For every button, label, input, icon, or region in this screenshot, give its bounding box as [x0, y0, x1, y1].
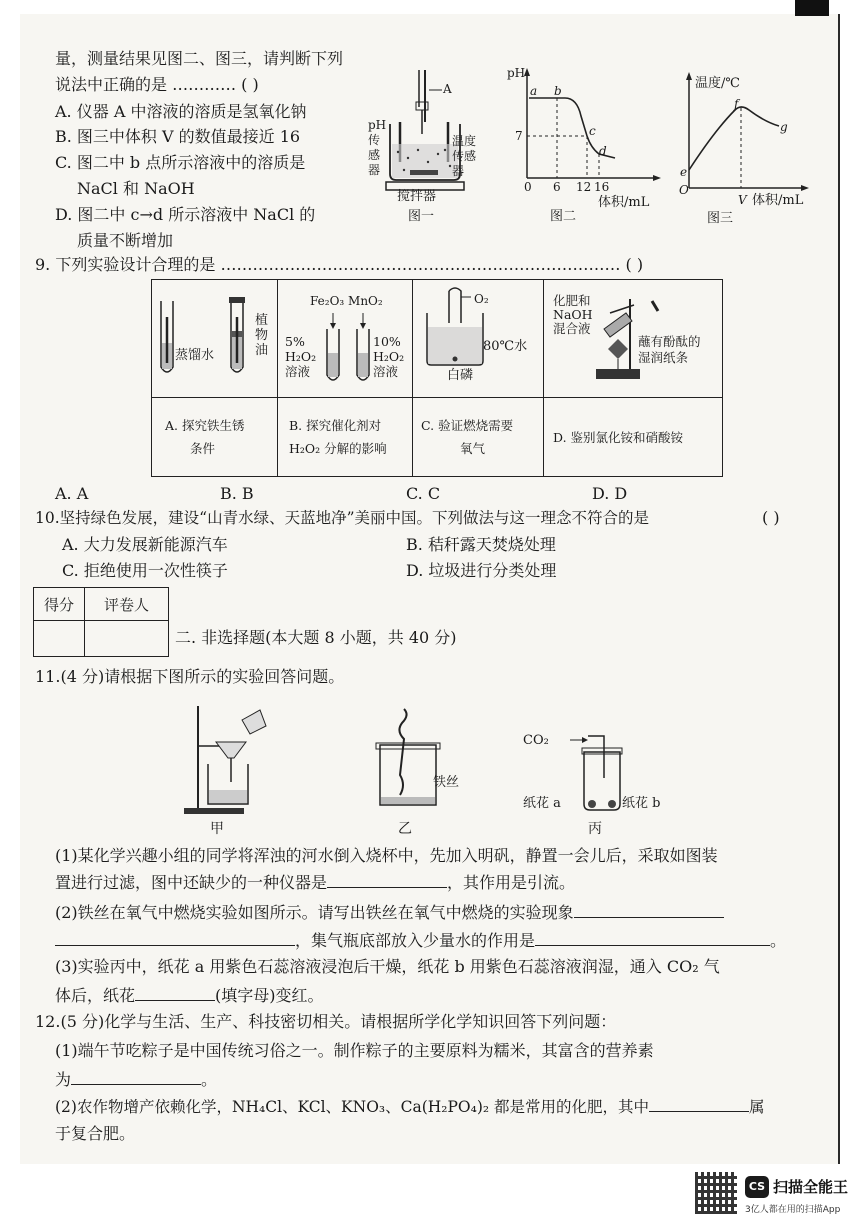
q11-answer-1[interactable] — [327, 871, 447, 888]
q8-line2: 说法中正确的是 ………… ( ) — [55, 75, 259, 94]
fig1-stirrer: 搅拌器 — [397, 189, 437, 204]
fig2-xlabel: 体积/mL — [598, 195, 650, 210]
q11-p3-line1: (3)实验丙中，纸花 a 用紫色石蕊溶液浸泡后干燥，纸花 b 用紫色石蕊溶液润湿，通入 CO₂ 气 — [55, 957, 720, 976]
q9-a-caption2: 条件 — [190, 441, 216, 456]
fig2-xtick-6: 6 — [553, 180, 561, 194]
q8-option-b: B. 图三中体积 V 的数值最接近 16 — [55, 127, 301, 146]
q9-d-mixture: 化肥和 NaOH 混合液 — [553, 293, 593, 336]
q9-a-oil: 植 物 油 — [255, 313, 269, 358]
fig3-caption: 图三 — [707, 211, 734, 226]
q10-option-a: A. 大力发展新能源汽车 — [62, 535, 228, 554]
scanner-brand: 扫描全能王 — [773, 1178, 849, 1196]
q9-b-left: 5% H₂O₂ 溶液 — [285, 334, 317, 379]
q11-co2-label: CO₂ — [523, 733, 549, 748]
q11-answer-3[interactable] — [135, 984, 215, 1001]
fig3-ylabel: 温度/℃ — [695, 76, 740, 91]
fig3-v: V — [738, 193, 747, 207]
q10-option-d: D. 垃圾进行分类处理 — [406, 561, 557, 580]
grader-label: 评卷人 — [85, 588, 169, 621]
q12-p2-line2: 于复合肥。 — [55, 1124, 136, 1143]
q11-p3-line2: 体后，纸花 (填字母)变红。 — [55, 986, 324, 1005]
q9-d-paper: 蘸有酚酞的 湿润纸条 — [638, 334, 701, 365]
q10-option-b: B. 秸秆露天焚烧处理 — [406, 535, 556, 554]
q11-answer-2c[interactable] — [535, 929, 770, 946]
fig2-xtick-0: 0 — [524, 180, 532, 194]
fig3-point-f: f — [734, 97, 739, 111]
q9-c-caption2: 氧气 — [460, 441, 486, 456]
q12-answer-1[interactable] — [71, 1068, 201, 1085]
scanner-tagline: 3亿人都在用的扫描App — [745, 1205, 841, 1215]
fig2-ylabel: pH — [507, 66, 526, 80]
q8-option-c1: C. 图二中 b 点所示溶液中的溶质是 — [55, 153, 306, 172]
score-box — [33, 587, 169, 657]
q9-c-o2: O₂ — [474, 292, 489, 306]
fig2-point-a: a — [530, 84, 538, 98]
q11-flower-a: 纸花 a — [523, 796, 561, 811]
q8-option-d2: 质量不断增加 — [77, 231, 174, 250]
q11-stem: 11.(4 分)请根据下图所示的实验回答问题。 — [35, 667, 345, 686]
q11-answer-2a[interactable] — [574, 901, 724, 918]
q10-stem: 10.坚持绿色发展，建设“山青水绿、天蓝地净”美丽中国。下列做法与这一理念不符合的是 — [35, 509, 650, 527]
fig1-caption: 图一 — [408, 209, 435, 224]
fig3-xlabel: 体积/mL — [752, 193, 804, 208]
q11-filtration-setup — [180, 700, 270, 818]
fig2-caption: 图二 — [550, 209, 577, 224]
q9-c-water: 80℃水 — [483, 339, 528, 354]
q11-p2-line1: (2)铁丝在氧气中燃烧实验如图所示。请写出铁丝在氧气中燃烧的实验现象 — [55, 901, 724, 924]
q9-answer-c: C. C — [406, 484, 441, 503]
fig1-label-a: A — [443, 82, 452, 96]
q11-answer-2b[interactable] — [55, 929, 295, 946]
q8-option-c2: NaCl 和 NaOH — [77, 179, 195, 198]
fig3-origin: O — [679, 183, 689, 197]
q11-p2-line2: ，集气瓶底部放入少量水的作用是 。 — [55, 929, 786, 952]
fig3-point-g: g — [780, 120, 788, 134]
q11-iron-burning-setup — [370, 705, 445, 815]
q8-option-a: A. 仪器 A 中溶液的溶质是氢氧化钠 — [55, 102, 307, 121]
fig2-point-d: d — [599, 144, 607, 158]
camscanner-logo-icon: CS — [745, 1176, 769, 1198]
score-label: 得分 — [34, 588, 85, 621]
q10-paren: ( ) — [762, 508, 780, 527]
q9-b-right: 10% H₂O₂ 溶液 — [373, 334, 405, 379]
q11-p1-line2: 置进行过滤，图中还缺少的一种仪器是 ，其作用是引流。 — [55, 873, 576, 892]
q11-fig-bing: 丙 — [588, 821, 602, 837]
grader-input[interactable] — [85, 621, 169, 657]
q9-a-water: 蒸馏水 — [175, 348, 215, 363]
fig1-ph-sensor: pH 传 感 器 — [368, 118, 387, 177]
section2-title: 二. 非选择题(本大题 8 小题，共 40 分) — [175, 628, 457, 647]
q12-stem: 12.(5 分)化学与生活、生产、科技密切相关。请根据所学化学知识回答下列问题： — [35, 1012, 617, 1031]
q12-p1-line1: (1)端午节吃粽子是中国传统习俗之一。制作粽子的主要原料为糯米，其富含的营养素 — [55, 1041, 654, 1060]
q8-option-d1: D. 图二中 c→d 所示溶液中 NaCl 的 — [55, 205, 316, 224]
fig2-y7: 7 — [515, 129, 523, 143]
q9-b-caption2: H₂O₂ 分解的影响 — [289, 441, 387, 456]
fig2-xtick-12: 12 — [576, 180, 592, 194]
q11-iron-wire: 铁丝 — [433, 775, 460, 790]
fig2-point-c: c — [589, 124, 596, 138]
q12-p2-line1: (2)农作物增产依赖化学，NH₄Cl、KCl、KNO₃、Ca(H₂PO₄)₂ 都是常用的化肥，其中 属 — [55, 1095, 765, 1118]
q9-stem: 9. 下列实验设计合理的是 ………………………………………………………………… ( ) — [35, 255, 644, 274]
q12-answer-2[interactable] — [649, 1095, 749, 1112]
fig3-point-e: e — [680, 165, 688, 179]
q9-d-caption: D. 鉴别氯化铵和硝酸铵 — [553, 430, 684, 445]
figure2-ph-chart — [505, 66, 665, 196]
q9-b-caption1: B. 探究催化剂对 — [289, 418, 382, 433]
q8-line1: 量，测量结果见图二、图三，请判断下列 — [55, 49, 344, 68]
q12-p1-line2: 为 。 — [55, 1070, 218, 1089]
q9-answer-b: B. B — [220, 484, 254, 503]
q9-answer-a: A. A — [55, 484, 89, 503]
q11-flower-b: 纸花 b — [622, 796, 661, 811]
q11-fig-jia: 甲 — [210, 821, 224, 837]
q11-co2-bottle — [560, 722, 630, 818]
q11-p1-line1: (1)某化学兴趣小组的同学将浑浊的河水倒入烧杯中，先加入明矾，静置一会儿后，采取如图装 — [55, 846, 718, 865]
qr-code — [695, 1172, 737, 1214]
q9-c-phosphorus: 白磷 — [447, 368, 474, 383]
fig1-temp-sensor: 温度 传感 器 — [452, 134, 477, 178]
score-input[interactable] — [34, 621, 85, 657]
q11-fig-yi: 乙 — [398, 821, 412, 837]
fig2-point-b: b — [554, 84, 562, 98]
q9-a-caption1: A. 探究铁生锈 — [165, 418, 245, 433]
q9-b-top: Fe₂O₃ MnO₂ — [310, 294, 383, 308]
q10-option-c: C. 拒绝使用一次性筷子 — [62, 561, 228, 580]
q9-c-caption1: C. 验证燃烧需要 — [421, 418, 514, 433]
corner-mark — [795, 0, 829, 16]
q9-answer-d: D. D — [592, 484, 628, 503]
fig2-xtick-16: 16 — [594, 180, 610, 194]
